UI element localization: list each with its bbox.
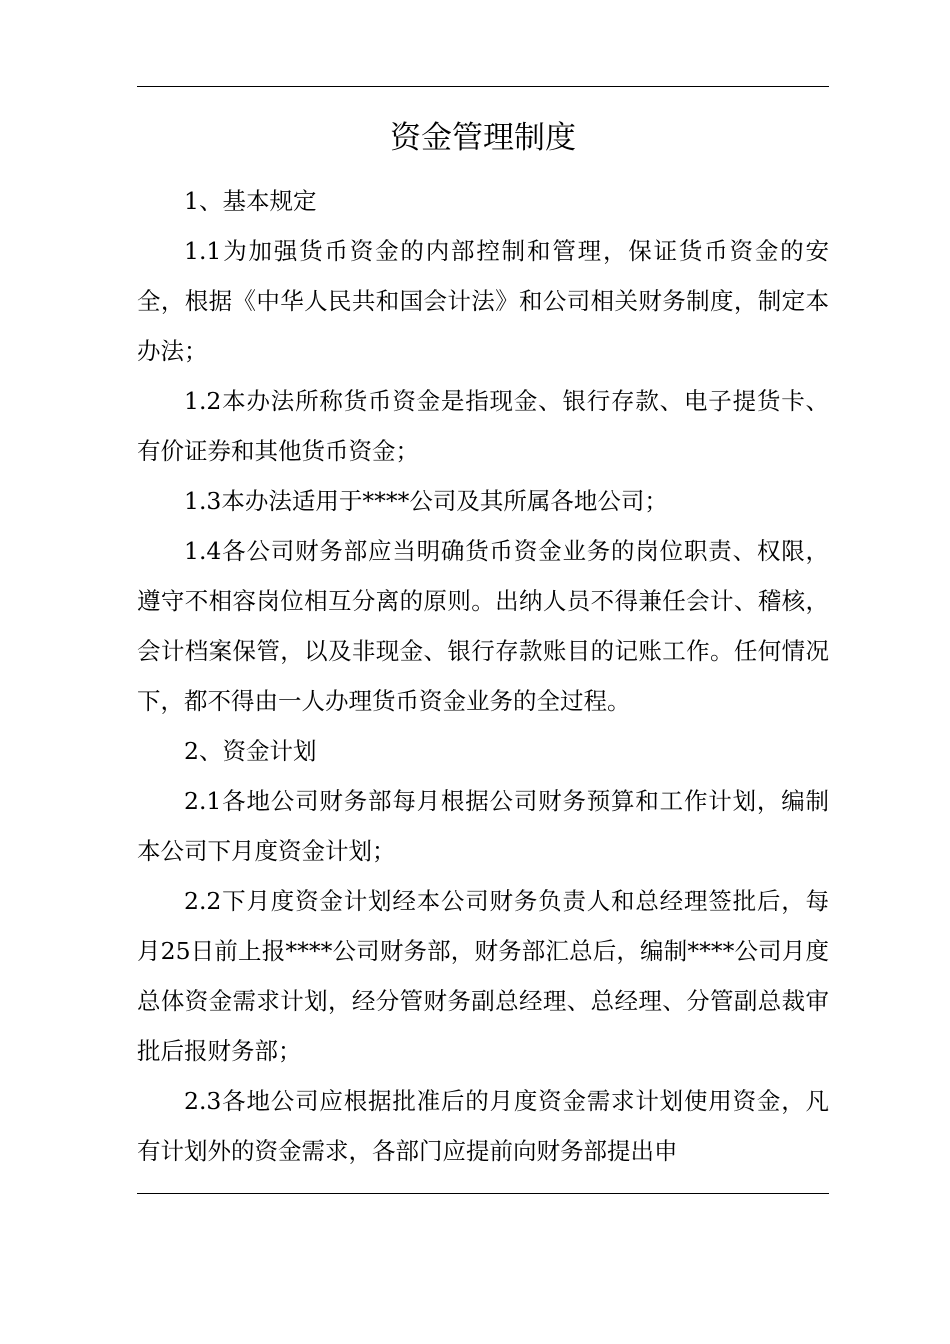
header-rule <box>137 86 829 87</box>
paragraph-2-3: 2.3各地公司应根据批准后的月度资金需求计划使用资金，凡有计划外的资金需求，各部门应提前向财务部提出申 <box>137 1087 829 1165</box>
document-body <box>137 110 829 1176</box>
paragraph-section-1-heading: 1、基本规定 <box>184 187 317 215</box>
paragraph-1-1: 1.1为加强货币资金的内部控制和管理，保证货币资金的安全，根据《中华人民共和国会计法》和公司相关财务制度，制定本办法； <box>137 237 829 365</box>
paragraph-section-2-heading: 2、资金计划 <box>184 737 317 765</box>
paragraph-1-3: 1.3本办法适用于****公司及其所属各地公司； <box>184 487 668 515</box>
paragraph-2-2: 2.2下月度资金计划经本公司财务负责人和总经理签批后，每月25日前上报****公司财务部，财务部汇总后，编制****公司月度总体资金需求计划，经分管财务副总经理、总经理、分管副总裁审批后报财务部； <box>137 887 829 1065</box>
paragraph-1-2: 1.2本办法所称货币资金是指现金、银行存款、电子提货卡、有价证券和其他货币资金； <box>137 387 829 465</box>
paragraph-1-4: 1.4各公司财务部应当明确货币资金业务的岗位职责、权限，遵守不相容岗位相互分离的原则。出纳人员不得兼任会计、稽核，会计档案保管，以及非现金、银行存款账目的记账工作。任何情况下，都不得由一人办理货币资金业务的全过程。 <box>137 537 829 715</box>
paragraph-2-1: 2.1各地公司财务部每月根据公司财务预算和工作计划，编制本公司下月度资金计划； <box>137 787 829 865</box>
footer-rule <box>137 1193 829 1194</box>
document-title: 资金管理制度 <box>390 120 576 156</box>
